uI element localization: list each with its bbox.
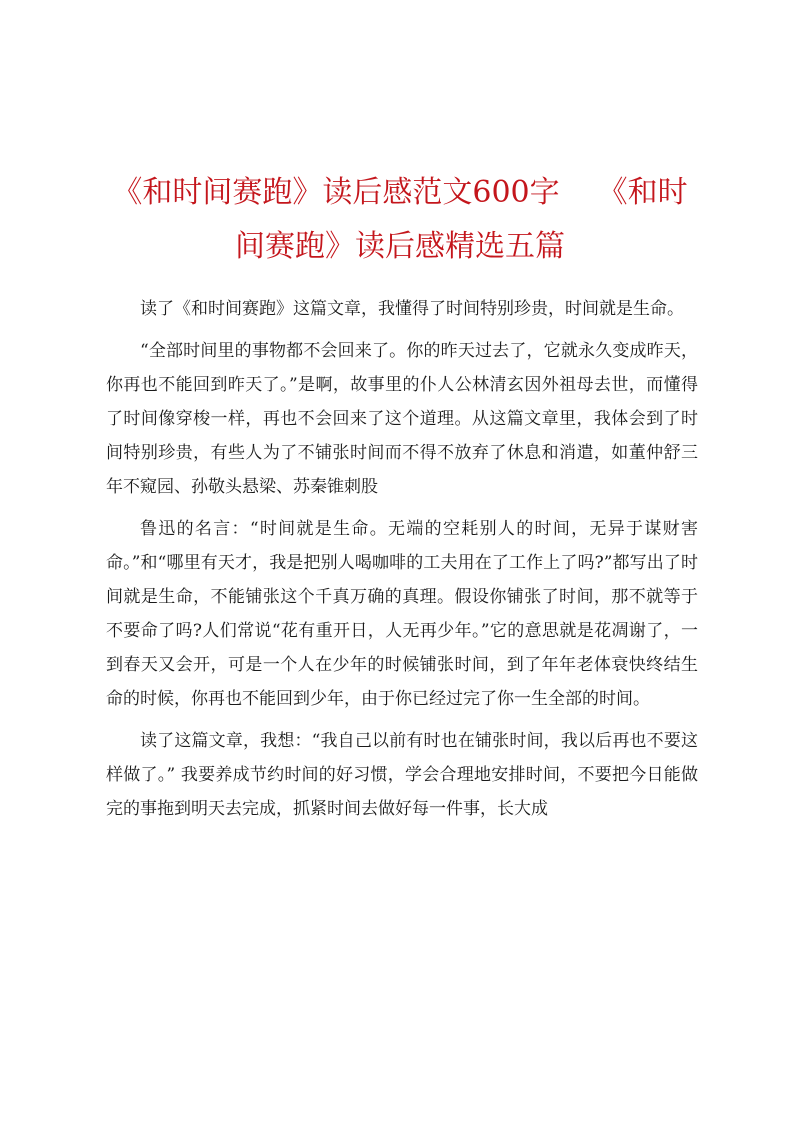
paragraph-2: “全部时间里的事物都不会回来了。你的昨天过去了，它就永久变成昨天，你再也不能回到昨天了。”是啊，故事里的仆人公林清玄因外祖母去世，而懂得了时间像穿梭一样，再也不会回来了这个道理。从这篇文章里，我体会到了时间特别珍贵，有些人为了不铺张时间而不得不放弃了休息和消遣，如董仲舒三年不窥园、孙敬头悬梁、苏秦锥刺股 <box>106 341 698 497</box>
paragraph-4: 读了这篇文章，我想：“我自己以前有时也在铺张时间，我以后再也不要这样做了。” 我要养成节约时间的好习惯，学会合理地安排时间，不要把今日能做完的事拖到明天去完成，抓紧时间去做好每一件事，长大成 <box>106 731 698 819</box>
paragraph-3: 鲁迅的名言：“时间就是生命。无端的空耗别人的时间，无异于谋财害命。”和“哪里有天才，我是把别人喝咖啡的工夫用在了工作上了吗?”都写出了时间就是生命，不能铺张这个千真万确的真理。假设你铺张了时间，那不就等于不要命了吗?人们常说“花有重开日，人无再少年。”它的意思就是花凋谢了，一到春天又会开，可是一个人在少年的时候铺张时间，到了年年老体衰快终结生命的时候，你再也不能回到少年，由于你已经过完了你一生全部的时间。 <box>106 519 698 709</box>
paragraph-1: 读了《和时间赛跑》这篇文章，我懂得了时间特别珍贵，时间就是生命。 <box>140 299 684 319</box>
document-title <box>100 166 700 274</box>
title-line-1: 《和时间赛跑》读后感范文600字 <box>112 175 560 210</box>
document-body <box>106 292 698 826</box>
title-line-2: 《和时间赛跑》读后感精选五篇 <box>235 175 688 264</box>
